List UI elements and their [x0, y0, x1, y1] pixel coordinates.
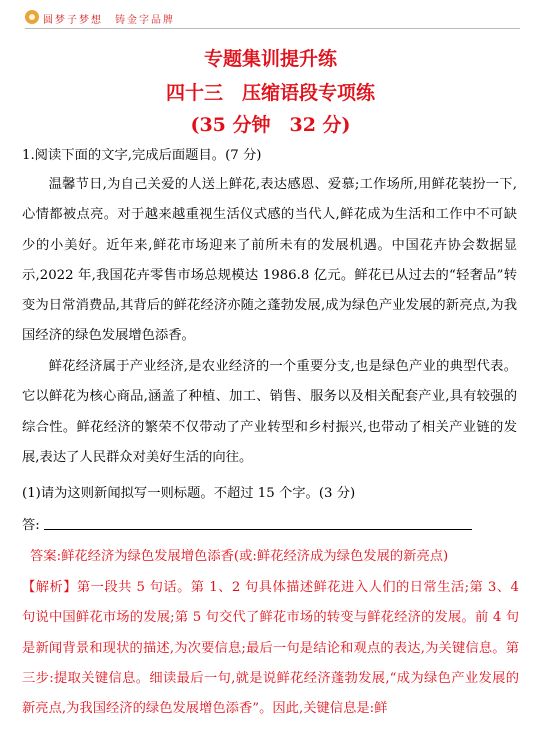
answer-label: 答: — [22, 518, 40, 533]
header-slogan: 圆梦子梦想 铸金字品牌 — [43, 15, 175, 26]
page-header — [25, 10, 520, 29]
passage-paragraph-2: 鲜花经济属于产业经济,是农业经济的一个重要分支,也是绿色产业的典型代表。它以鲜花为核心商品,涵盖了种植、加工、销售、服务以及相关配套产业,具有较强的综合性。鲜花经济的繁荣不仅带动了产业转型和乡村振兴,也带动了相关产业链的发展,表达了人民群众对美好生活的向往。 — [22, 359, 517, 465]
analysis-text: 【解析】第一段共 5 句话。第 1、2 句具体描述鲜花进入人们的日常生活;第 3、4 句说中国鲜花市场的发展;第 5 句交代了鲜花市场的转变与鲜花经济的发展。前 4 句是新闻背景和现状的描述,为次要信息;最后一句是结论和观点的表达,为关键信息。第三步:提取关键信息。细读最后一句,就是说鲜花经济蓬勃发展,“成为绿色产业发展的新亮点,为我国经济的绿色发展增色添香”。因此,关键信息是:鲜 — [22, 580, 519, 717]
answer-blank-line — [44, 529, 472, 530]
title-line-1: 专题集训提升练 — [203, 48, 337, 70]
brand-logo-icon — [25, 10, 39, 24]
answer-text: 答案:鲜花经济为绿色发展增色添香(或:鲜花经济成为绿色发展的新亮点) — [30, 549, 449, 564]
title-line-3: (35 分钟 32 分) — [190, 114, 351, 136]
sub-question-1: (1)请为这则新闻拟写一则标题。不超过 15 个字。(3 分) — [22, 486, 356, 501]
passage-paragraph-1: 温馨节日,为自己关爱的人送上鲜花,表达感恩、爱慕;工作场所,用鲜花装扮一下,心情都被点亮。对于越来越重视生活仪式感的当代人,鲜花成为生活和工作中不可缺少的小美好。近年来,鲜花市场迎来了前所未有的发展机遇。中国花卉协会数据显示,2022 年,我国花卉零售市场总规模达 1986.8 亿元。鲜花已从过去的“轻奢品”转变为日常消费品,其背后的鲜花经济亦随之蓬勃发展,成为绿色产业发展的新亮点,为我国经济的绿色发展增色添香。 — [22, 177, 517, 344]
question-prompt: 1.阅读下面的文字,完成后面题目。(7 分) — [22, 148, 262, 163]
title-line-2: 四十三 压缩语段专项练 — [165, 82, 375, 104]
